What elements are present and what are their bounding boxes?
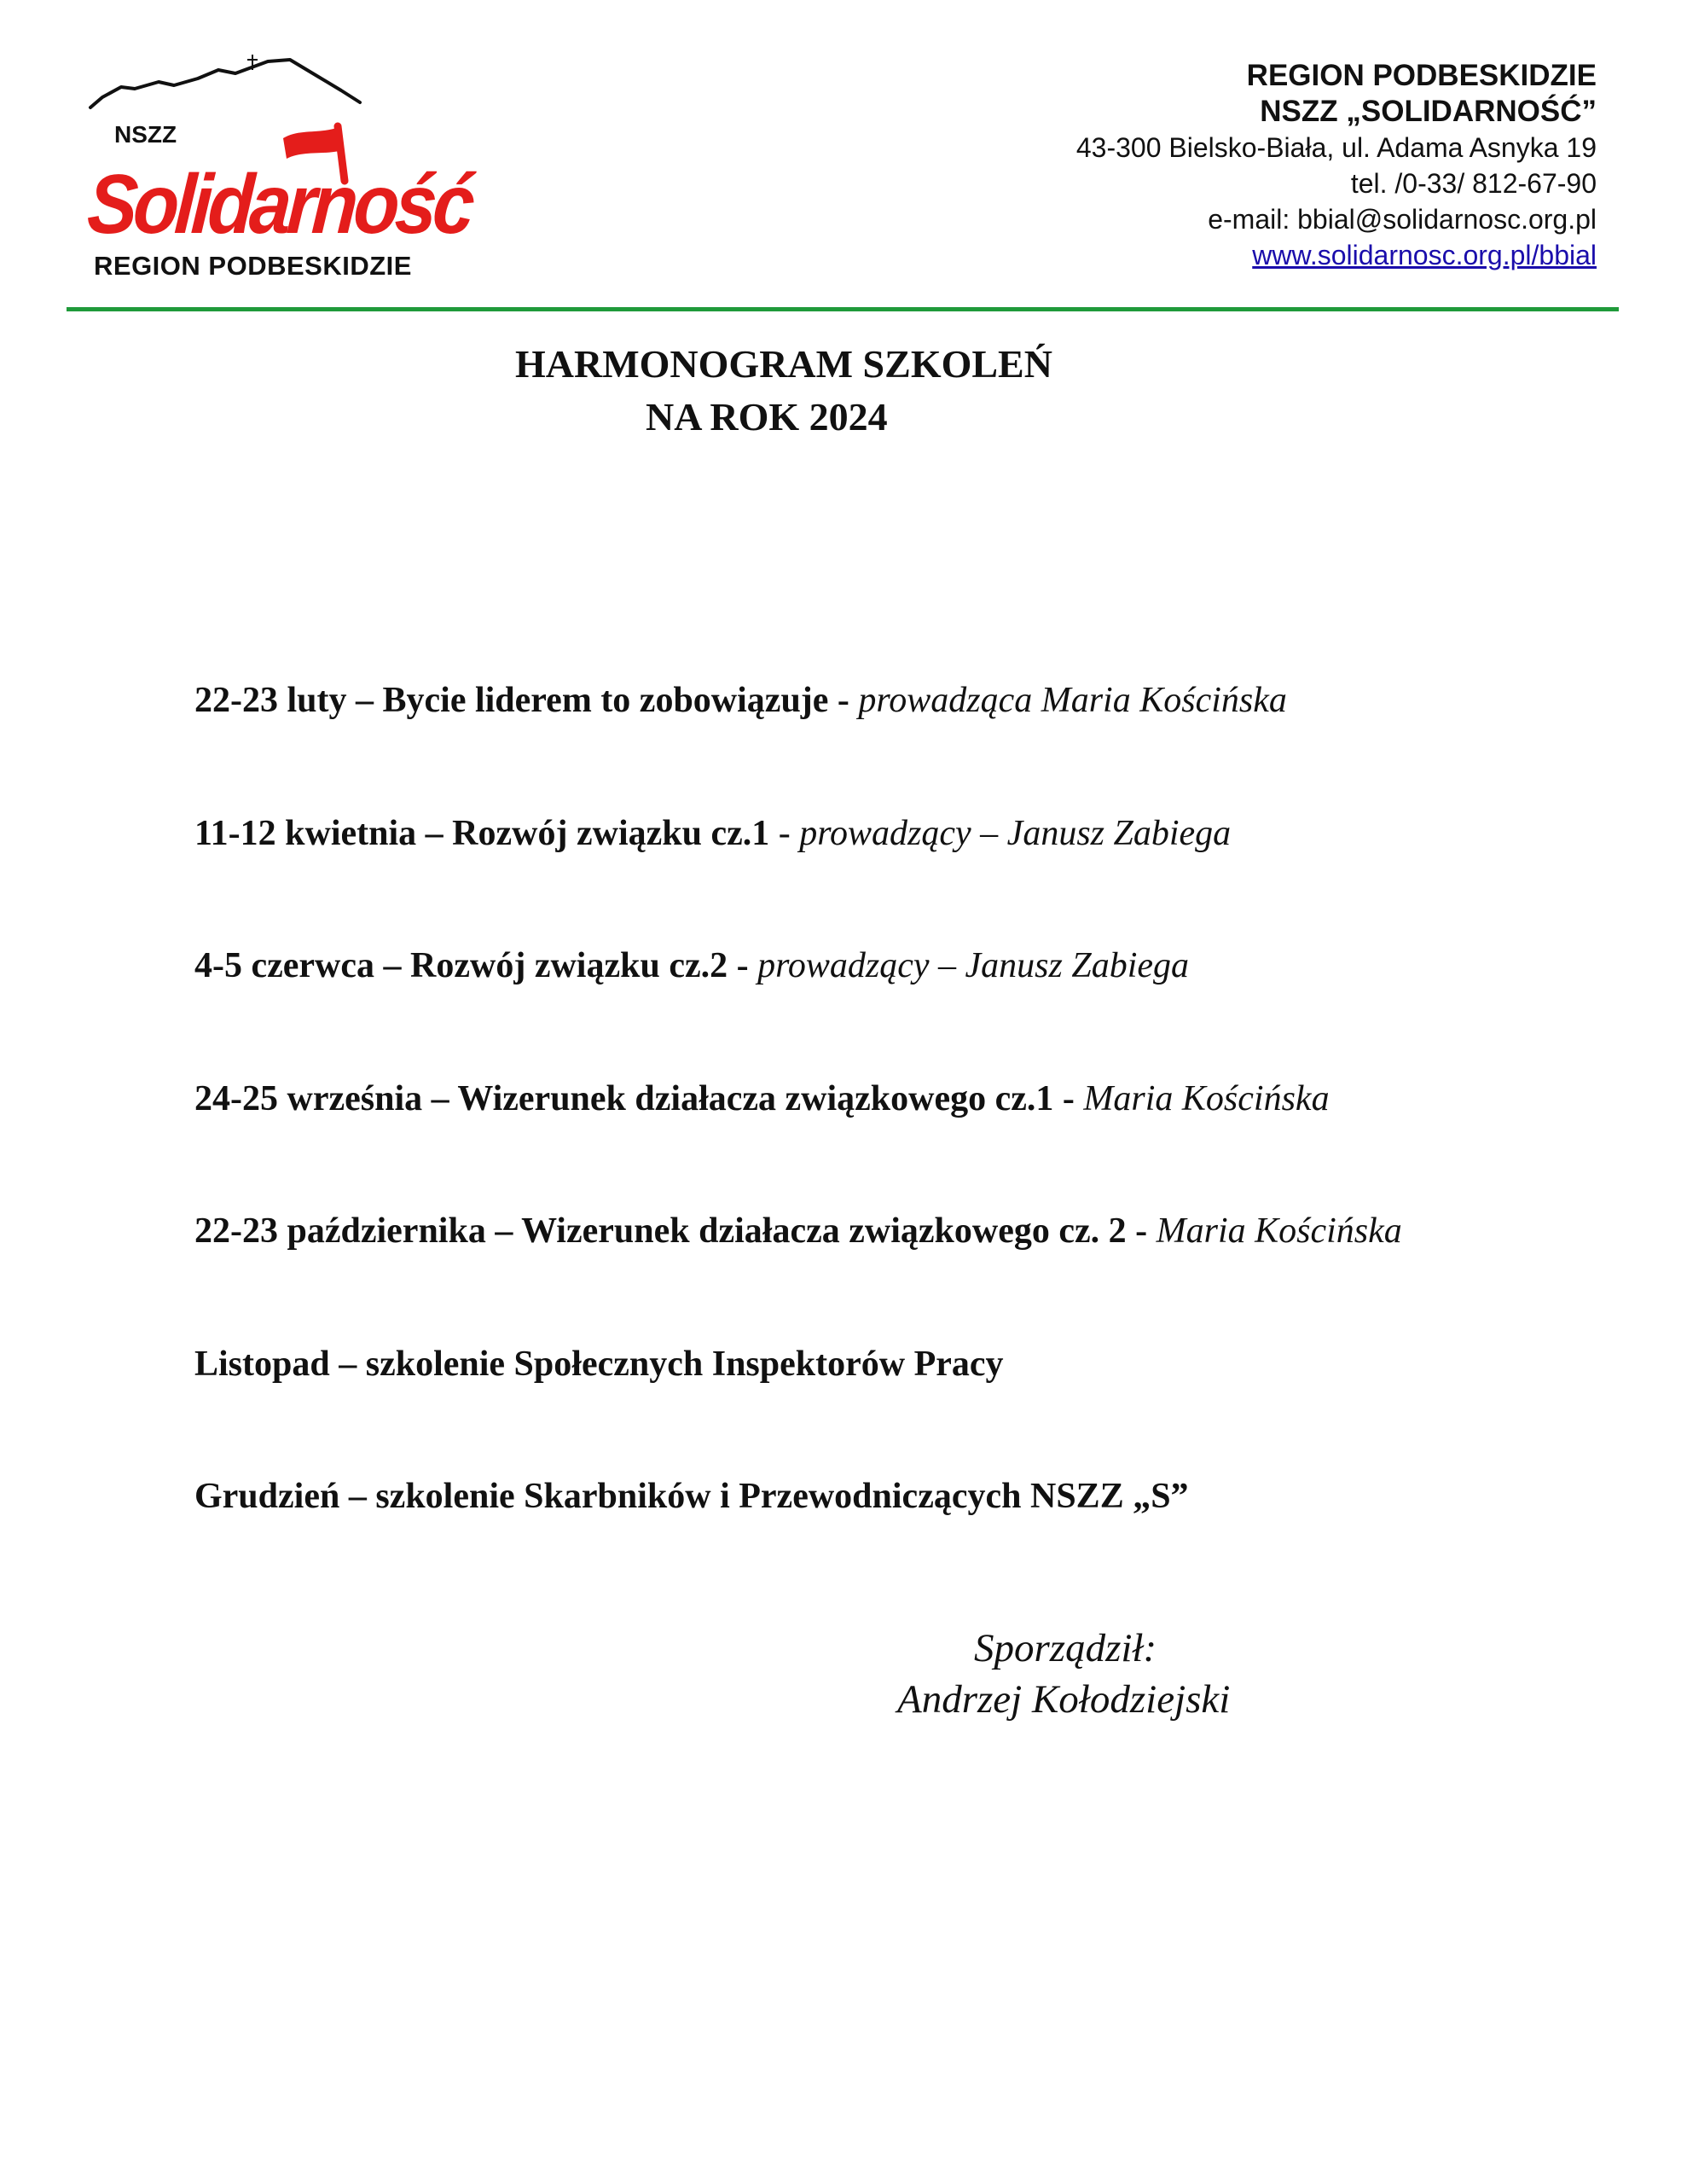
entry-leader: Maria Kościńska (1156, 1211, 1402, 1251)
entry-title: 22-23 luty – Bycie liderem to zobowiązuje - (194, 681, 859, 720)
schedule-entry (194, 1210, 1644, 1343)
entry-leader: Maria Kościńska (1083, 1078, 1330, 1118)
org-email: e-mail: bbial@solidarnosc.org.pl (1208, 204, 1597, 235)
schedule-entry (194, 1343, 1644, 1476)
org-region: REGION PODBESKIDZIE (1246, 59, 1597, 92)
org-phone: tel. /0-33/ 812-67-90 (1350, 168, 1597, 199)
entry-title: 22-23 października – Wizerunek działacza związkowego cz. 2 - (194, 1211, 1157, 1251)
schedule-entry (194, 679, 1644, 812)
schedule-entry (194, 944, 1644, 1077)
header-divider (67, 307, 1619, 311)
schedule-entry (194, 1475, 1644, 1608)
entry-title: 4-5 czerwca – Rozwój związku cz.2 - (194, 946, 758, 985)
document-title: HARMONOGRAM SZKOLEŃ (515, 342, 1052, 386)
logo-region-text: REGION PODBESKIDZIE (94, 251, 412, 281)
org-address: 43-300 Bielsko-Biała, ul. Adama Asnyka 19 (1075, 132, 1597, 163)
website-link[interactable]: www.solidarnosc.org.pl/bbial (1252, 240, 1597, 270)
logo-nszz-text: NSZZ (114, 121, 177, 148)
entry-title: Grudzień – szkolenie Skarbników i Przewodniczących NSZZ „S” (194, 1477, 1189, 1516)
entry-leader: prowadzący – Janusz Zabiega (757, 946, 1190, 985)
entry-leader: prowadząca Maria Kościńska (858, 681, 1287, 720)
solidarnosc-logo (84, 53, 474, 292)
schedule-entry (194, 1077, 1644, 1211)
entry-title: 24-25 września – Wizerunek działacza związkowego cz.1 - (194, 1078, 1084, 1118)
contact-block (1076, 58, 1597, 273)
entry-leader: - prowadzący – Janusz Zabiega (769, 813, 1232, 853)
logo-wordmark: Solidarność (84, 156, 474, 252)
signature-name: Andrzej Kołodziejski (897, 1677, 1231, 1722)
document-subtitle: NA ROK 2024 (646, 395, 888, 439)
training-schedule (194, 679, 1644, 1608)
entry-title: 11-12 kwietnia – Rozwój związku cz.1 (194, 813, 770, 853)
entry-title: Listopad – szkolenie Społecznych Inspektorów Pracy (194, 1344, 1004, 1384)
signature-label: Sporządził: (974, 1626, 1157, 1670)
org-name: NSZZ „SOLIDARNOŚĆ” (1260, 95, 1597, 128)
schedule-entry (194, 812, 1644, 945)
